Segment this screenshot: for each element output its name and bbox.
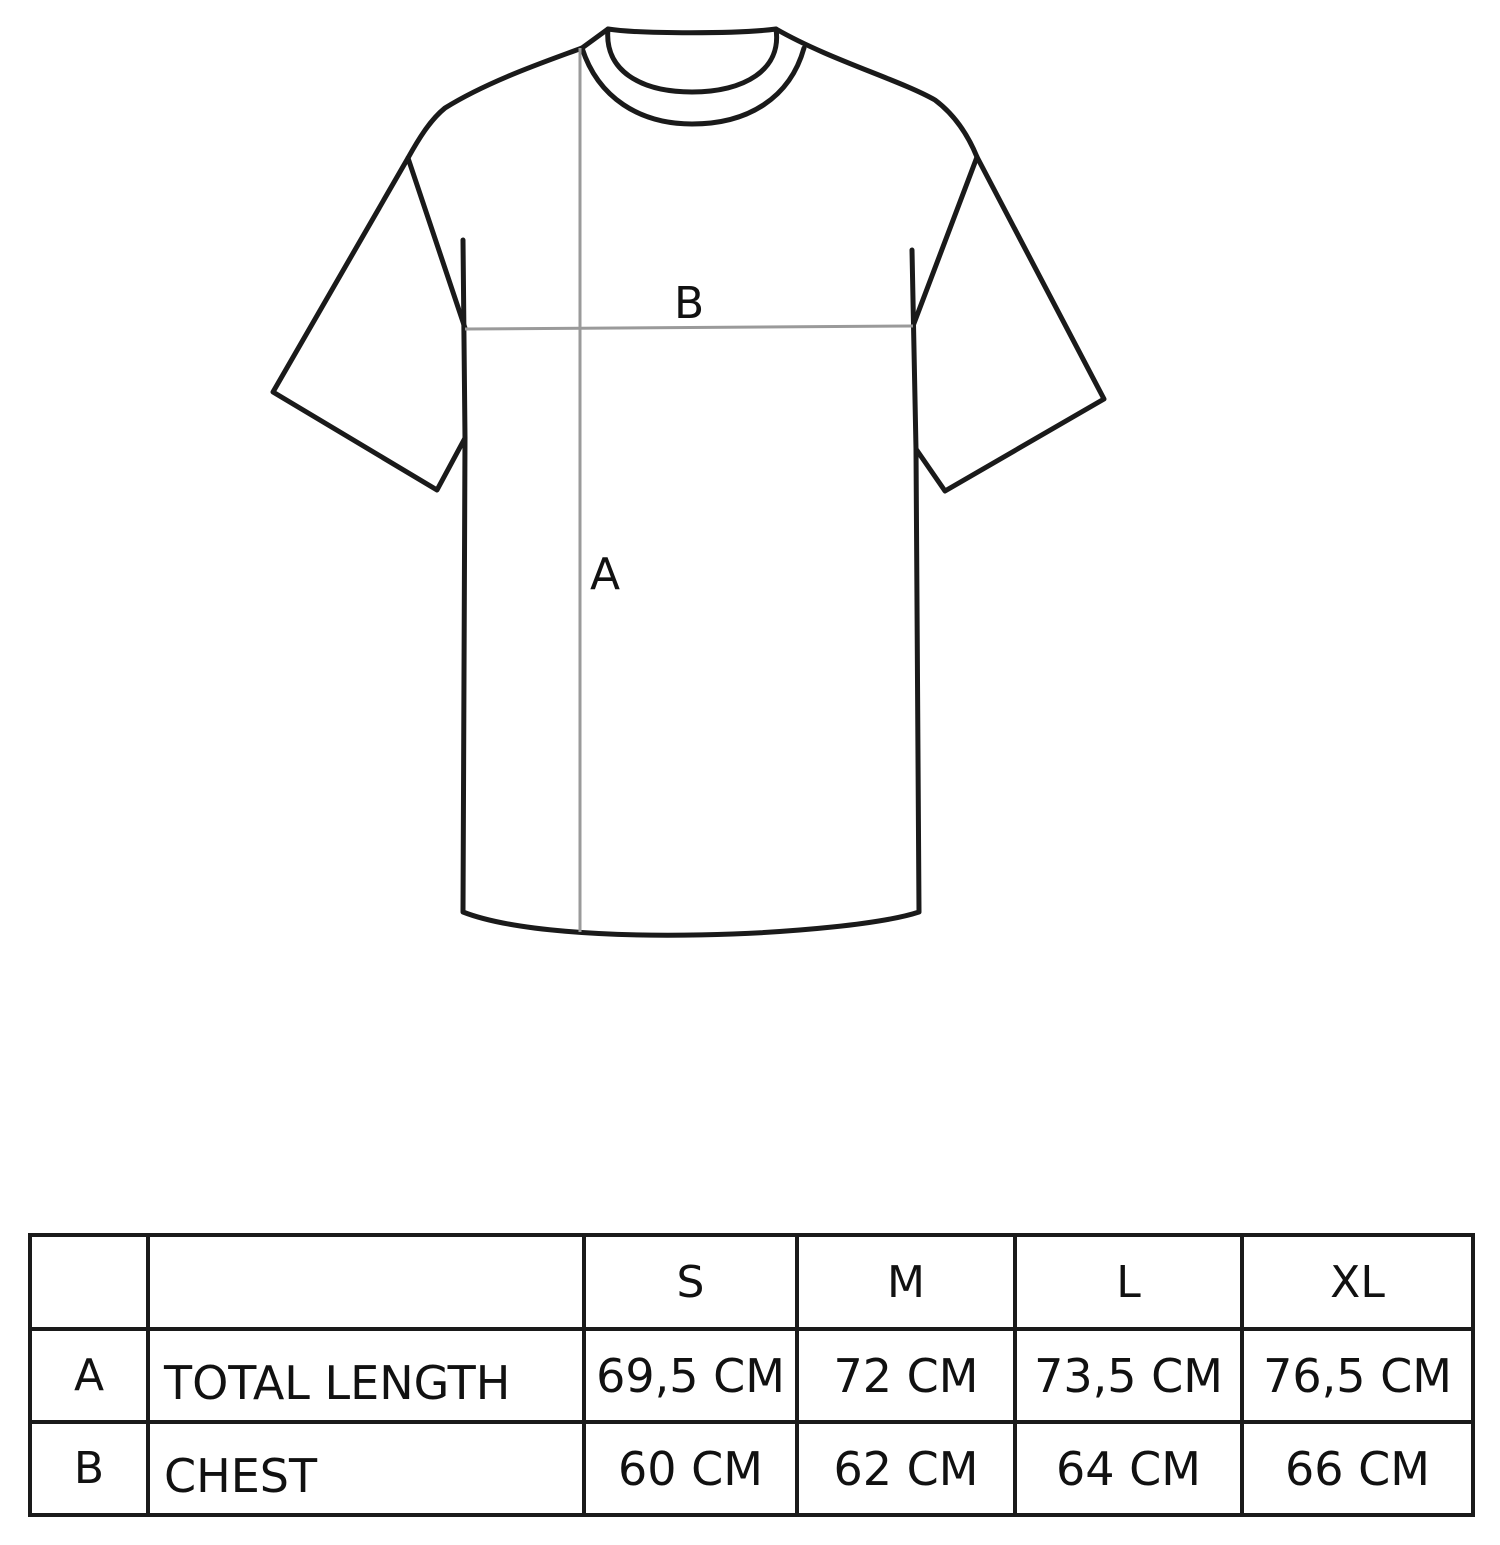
table-row — [30, 1329, 1473, 1422]
table-header-row — [30, 1235, 1473, 1329]
left-sleeve-seam — [408, 158, 465, 328]
cell-value: 64 CM — [1015, 1422, 1242, 1515]
row-code: A — [30, 1329, 148, 1422]
right-side-line — [912, 250, 916, 449]
header-size-m: M — [797, 1235, 1015, 1329]
cell-value: 73,5 CM — [1015, 1329, 1242, 1422]
header-size-xl: XL — [1242, 1235, 1473, 1329]
cell-value: 76,5 CM — [1242, 1329, 1473, 1422]
header-size-s: S — [584, 1235, 797, 1329]
cell-value: 72 CM — [797, 1329, 1015, 1422]
header-cell-code — [30, 1235, 148, 1329]
size-table — [28, 1233, 1475, 1517]
label-b: B — [674, 278, 705, 329]
header-cell-name — [148, 1235, 584, 1329]
tshirt-outline — [273, 29, 1104, 935]
label-a: A — [590, 549, 621, 600]
row-measurement-name: TOTAL LENGTH — [148, 1329, 584, 1422]
row-measurement-name: CHEST — [148, 1422, 584, 1515]
cell-value: 60 CM — [584, 1422, 797, 1515]
cell-value: 62 CM — [797, 1422, 1015, 1515]
left-side-line — [463, 240, 465, 438]
table-row — [30, 1422, 1473, 1515]
cell-value: 69,5 CM — [584, 1329, 797, 1422]
row-code: B — [30, 1422, 148, 1515]
cell-value: 66 CM — [1242, 1422, 1473, 1515]
header-size-l: L — [1015, 1235, 1242, 1329]
collar-inner — [608, 29, 777, 92]
right-sleeve-seam — [913, 157, 977, 326]
